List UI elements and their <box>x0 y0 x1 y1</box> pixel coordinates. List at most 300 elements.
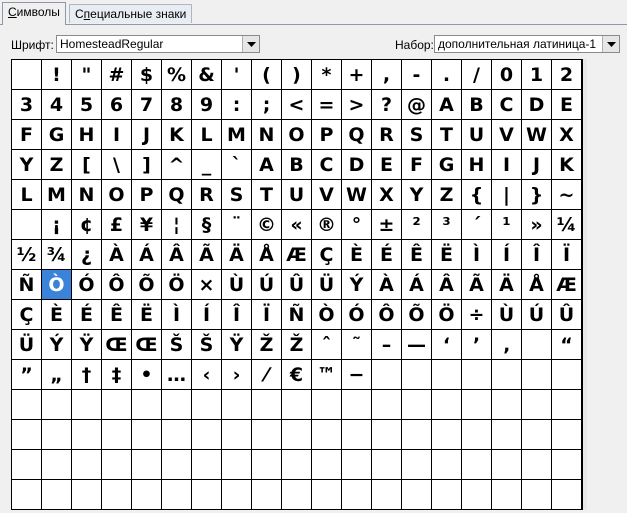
symbol-cell[interactable]: V <box>492 120 522 150</box>
symbol-cell[interactable]: — <box>402 330 432 360</box>
symbol-cell[interactable]: ˆ <box>312 330 342 360</box>
symbol-cell[interactable]: K <box>162 120 192 150</box>
symbol-cell[interactable]: F <box>402 150 432 180</box>
symbol-cell[interactable]: # <box>102 60 132 90</box>
symbol-cell[interactable]: $ <box>132 60 162 90</box>
symbol-cell[interactable]: 2 <box>552 60 582 90</box>
symbol-cell[interactable] <box>12 480 42 510</box>
symbol-cell[interactable]: > <box>342 90 372 120</box>
symbol-cell[interactable]: Ê <box>402 240 432 270</box>
symbol-cell[interactable]: " <box>72 60 102 90</box>
symbol-cell[interactable] <box>192 420 222 450</box>
symbol-cell[interactable]: [ <box>72 150 102 180</box>
symbol-cell[interactable]: ' <box>222 60 252 90</box>
symbol-cell[interactable]: G <box>42 120 72 150</box>
symbol-cell[interactable]: | <box>492 180 522 210</box>
symbol-cell[interactable]: Î <box>522 240 552 270</box>
symbol-cell[interactable]: / <box>462 60 492 90</box>
symbol-grid-cells <box>12 60 582 510</box>
symbol-cell[interactable]: M <box>222 120 252 150</box>
symbol-cell[interactable]: T <box>432 120 462 150</box>
symbol-cell[interactable]: 4 <box>42 90 72 120</box>
symbol-cell[interactable]: ˜ <box>342 330 372 360</box>
symbol-cell[interactable]: B <box>462 90 492 120</box>
symbol-cell[interactable]: Q <box>162 180 192 210</box>
symbol-cell[interactable]: Ç <box>12 300 42 330</box>
symbol-cell[interactable] <box>252 390 282 420</box>
symbol-cell[interactable]: 6 <box>102 90 132 120</box>
symbol-cell[interactable] <box>12 60 42 90</box>
symbol-cell[interactable]: { <box>462 180 492 210</box>
symbol-cell[interactable]: Í <box>492 240 522 270</box>
symbol-cell[interactable]: Ñ <box>282 300 312 330</box>
symbol-cell[interactable]: ‹ <box>192 360 222 390</box>
symbol-cell[interactable]: Û <box>552 300 582 330</box>
symbol-cell[interactable]: R <box>192 180 222 210</box>
symbol-cell[interactable]: Ë <box>132 300 162 330</box>
symbol-cell[interactable] <box>72 480 102 510</box>
symbol-cell[interactable] <box>72 390 102 420</box>
symbol-cell[interactable]: Ü <box>312 270 342 300</box>
symbol-cell[interactable]: È <box>42 300 72 330</box>
symbol-cell[interactable] <box>132 420 162 450</box>
font-select[interactable] <box>56 35 260 53</box>
symbol-cell[interactable] <box>282 450 312 480</box>
symbol-cell[interactable]: A <box>252 150 282 180</box>
symbol-cell[interactable]: ¦ <box>162 210 192 240</box>
symbol-cell[interactable]: ÷ <box>462 300 492 330</box>
symbol-cell[interactable]: F <box>12 120 42 150</box>
symbol-cell[interactable] <box>372 390 402 420</box>
symbol-cell[interactable]: Ï <box>252 300 282 330</box>
symbol-cell[interactable] <box>12 450 42 480</box>
symbol-cell[interactable] <box>102 450 132 480</box>
symbol-cell[interactable] <box>12 420 42 450</box>
symbol-cell[interactable] <box>552 390 582 420</box>
font-select-value: HomesteadRegular <box>60 37 164 51</box>
symbol-cell[interactable]: ( <box>252 60 282 90</box>
symbol-cell[interactable]: L <box>192 120 222 150</box>
symbol-cell[interactable]: Z <box>42 150 72 180</box>
symbol-cell[interactable] <box>492 480 522 510</box>
symbol-cell[interactable]: Ô <box>102 270 132 300</box>
symbol-cell[interactable]: N <box>72 180 102 210</box>
symbol-cell[interactable] <box>192 450 222 480</box>
symbol-cell[interactable]: ® <box>312 210 342 240</box>
symbol-cell[interactable] <box>102 420 132 450</box>
symbol-cell[interactable] <box>522 480 552 510</box>
symbol-cell[interactable] <box>492 420 522 450</box>
symbol-cell[interactable] <box>342 390 372 420</box>
symbol-cell[interactable] <box>252 420 282 450</box>
symbol-cell[interactable]: „ <box>42 360 72 390</box>
symbol-cell[interactable]: C <box>492 90 522 120</box>
symbol-cell[interactable]: O <box>102 180 132 210</box>
symbol-cell[interactable] <box>72 450 102 480</box>
symbol-cell[interactable]: ] <box>132 150 162 180</box>
symbol-cell[interactable] <box>102 480 132 510</box>
symbol-cell[interactable]: ± <box>372 210 402 240</box>
symbol-cell[interactable]: 5 <box>72 90 102 120</box>
symbol-cell[interactable]: Õ <box>132 270 162 300</box>
symbol-cell[interactable] <box>522 420 552 450</box>
symbol-cell[interactable]: ¹ <box>492 210 522 240</box>
symbol-cell[interactable]: Ó <box>342 300 372 330</box>
symbol-cell[interactable]: Â <box>432 270 462 300</box>
symbol-cell[interactable]: £ <box>102 210 132 240</box>
symbol-cell[interactable] <box>42 450 72 480</box>
subset-select-value: дополнительная латиница-1 <box>438 37 597 51</box>
symbol-cell[interactable] <box>522 330 552 360</box>
symbol-cell[interactable]: ² <box>402 210 432 240</box>
symbol-cell[interactable]: B <box>282 150 312 180</box>
symbol-cell[interactable]: V <box>312 180 342 210</box>
symbol-cell[interactable]: Ù <box>222 270 252 300</box>
symbol-cell[interactable]: Ô <box>372 300 402 330</box>
symbol-cell[interactable]: Ì <box>162 300 192 330</box>
symbol-cell[interactable] <box>402 390 432 420</box>
symbol-cell[interactable] <box>372 420 402 450</box>
symbol-cell[interactable] <box>312 450 342 480</box>
symbol-cell[interactable] <box>162 420 192 450</box>
symbol-cell[interactable]: Š <box>192 330 222 360</box>
symbol-cell[interactable]: R <box>372 120 402 150</box>
symbol-cell[interactable]: H <box>462 150 492 180</box>
symbol-cell[interactable]: P <box>132 180 162 210</box>
symbol-cell[interactable]: Ú <box>252 270 282 300</box>
font-label: Шрифт: <box>11 38 54 52</box>
symbol-grid <box>11 59 583 510</box>
symbol-cell[interactable] <box>402 450 432 480</box>
symbol-cell[interactable]: - <box>402 60 432 90</box>
symbol-cell[interactable]: ¾ <box>42 240 72 270</box>
symbol-cell[interactable]: • <box>132 360 162 390</box>
symbol-cell[interactable]: × <box>192 270 222 300</box>
symbol-cell[interactable] <box>282 390 312 420</box>
symbol-cell[interactable]: + <box>342 60 372 90</box>
symbol-cell[interactable]: Ù <box>492 300 522 330</box>
symbol-cell[interactable]: . <box>432 60 462 90</box>
symbol-cell[interactable] <box>42 480 72 510</box>
symbol-cell[interactable]: ´ <box>462 210 492 240</box>
symbol-cell[interactable]: ¨ <box>222 210 252 240</box>
symbol-cell[interactable]: É <box>372 240 402 270</box>
symbol-cell[interactable]: < <box>282 90 312 120</box>
symbol-cell[interactable]: 0 <box>492 60 522 90</box>
symbol-cell[interactable] <box>402 480 432 510</box>
symbol-cell[interactable]: S <box>402 120 432 150</box>
symbol-cell[interactable]: Å <box>522 270 552 300</box>
symbol-cell[interactable]: Ó <box>72 270 102 300</box>
symbol-cell[interactable]: Á <box>132 240 162 270</box>
symbol-cell[interactable]: ¢ <box>72 210 102 240</box>
symbol-cell[interactable]: W <box>522 120 552 150</box>
symbol-cell[interactable]: , <box>372 60 402 90</box>
symbol-cell[interactable]: W <box>342 180 372 210</box>
symbol-cell[interactable]: } <box>522 180 552 210</box>
symbol-cell[interactable] <box>552 360 582 390</box>
symbol-cell[interactable]: − <box>342 360 372 390</box>
symbol-cell[interactable]: Z <box>432 180 462 210</box>
symbol-cell[interactable] <box>372 360 402 390</box>
symbol-cell[interactable] <box>12 390 42 420</box>
tab-symbols[interactable]: Символы <box>2 2 66 25</box>
symbol-cell[interactable]: Ý <box>42 330 72 360</box>
symbol-cell[interactable] <box>462 420 492 450</box>
symbol-cell[interactable] <box>42 390 72 420</box>
symbol-cell[interactable] <box>432 480 462 510</box>
symbol-cell[interactable] <box>222 480 252 510</box>
symbol-cell[interactable] <box>162 390 192 420</box>
symbol-cell[interactable] <box>342 420 372 450</box>
symbol-cell[interactable]: € <box>282 360 312 390</box>
symbol-cell[interactable]: ° <box>342 210 372 240</box>
symbol-cell[interactable]: ! <box>42 60 72 90</box>
symbol-cell[interactable]: « <box>282 210 312 240</box>
symbol-cell[interactable]: U <box>462 120 492 150</box>
symbol-cell[interactable]: 3 <box>12 90 42 120</box>
symbol-cell[interactable]: Í <box>192 300 222 330</box>
symbol-cell[interactable]: \ <box>102 150 132 180</box>
symbol-cell[interactable]: L <box>12 180 42 210</box>
subset-select[interactable] <box>434 35 620 53</box>
symbol-cell[interactable] <box>42 420 72 450</box>
symbol-cell[interactable] <box>492 390 522 420</box>
symbol-cell[interactable]: G <box>432 150 462 180</box>
symbol-cell[interactable] <box>552 450 582 480</box>
symbol-cell[interactable]: I <box>492 150 522 180</box>
symbol-cell[interactable]: 7 <box>132 90 162 120</box>
symbol-cell[interactable] <box>252 480 282 510</box>
symbol-cell[interactable] <box>312 420 342 450</box>
symbol-cell[interactable]: Å <box>252 240 282 270</box>
symbol-cell[interactable] <box>372 450 402 480</box>
symbol-cell[interactable]: D <box>522 90 552 120</box>
symbol-cell[interactable]: P <box>312 120 342 150</box>
symbol-cell[interactable]: E <box>552 90 582 120</box>
symbol-cell[interactable]: U <box>282 180 312 210</box>
symbol-cell-selected[interactable]: Ò <box>42 270 72 300</box>
symbol-cell[interactable]: ) <box>282 60 312 90</box>
symbol-cell[interactable]: § <box>192 210 222 240</box>
symbol-cell[interactable]: † <box>72 360 102 390</box>
symbol-cell[interactable] <box>432 390 462 420</box>
symbol-cell[interactable]: ³ <box>432 210 462 240</box>
symbol-cell[interactable]: Š <box>162 330 192 360</box>
symbol-cell[interactable] <box>222 450 252 480</box>
symbol-cell[interactable] <box>162 450 192 480</box>
symbol-cell[interactable]: ‚ <box>492 330 522 360</box>
symbol-cell[interactable]: = <box>312 90 342 120</box>
symbol-cell[interactable] <box>312 480 342 510</box>
symbol-cell[interactable]: Â <box>162 240 192 270</box>
symbol-cell[interactable]: À <box>102 240 132 270</box>
symbol-cell[interactable] <box>462 480 492 510</box>
symbol-cell[interactable]: S <box>222 180 252 210</box>
symbol-cell[interactable]: Ä <box>492 270 522 300</box>
symbol-cell[interactable]: Ê <box>102 300 132 330</box>
symbol-cell[interactable] <box>522 450 552 480</box>
symbol-cell[interactable]: Ž <box>282 330 312 360</box>
symbol-cell[interactable]: Ã <box>192 240 222 270</box>
symbol-cell[interactable] <box>72 420 102 450</box>
symbol-cell[interactable]: ~ <box>552 180 582 210</box>
tab-divider <box>0 24 627 25</box>
symbol-cell[interactable] <box>462 360 492 390</box>
chevron-down-icon[interactable] <box>242 36 259 52</box>
symbol-cell[interactable]: I <box>102 120 132 150</box>
symbol-cell[interactable]: ½ <box>12 240 42 270</box>
symbol-cell[interactable]: @ <box>402 90 432 120</box>
symbol-cell[interactable]: ¥ <box>132 210 162 240</box>
tab-special-chars[interactable]: Специальные знаки <box>69 4 192 23</box>
symbol-cell[interactable]: › <box>222 360 252 390</box>
symbol-cell[interactable] <box>552 420 582 450</box>
symbol-cell[interactable]: ¼ <box>552 210 582 240</box>
symbol-cell[interactable]: Ì <box>462 240 492 270</box>
symbol-cell[interactable] <box>132 480 162 510</box>
symbol-cell[interactable]: * <box>312 60 342 90</box>
symbol-cell[interactable]: Õ <box>402 300 432 330</box>
symbol-cell[interactable]: “ <box>552 330 582 360</box>
symbol-cell[interactable]: A <box>432 90 462 120</box>
symbol-cell[interactable] <box>222 390 252 420</box>
symbol-cell[interactable]: ‡ <box>102 360 132 390</box>
symbol-cell[interactable]: Ü <box>12 330 42 360</box>
symbol-cell[interactable] <box>222 420 252 450</box>
symbol-cell[interactable]: X <box>552 120 582 150</box>
symbol-cell[interactable]: ? <box>372 90 402 120</box>
symbol-cell[interactable]: Æ <box>552 270 582 300</box>
symbol-cell[interactable]: Ž <box>252 330 282 360</box>
symbol-cell[interactable]: Ï <box>552 240 582 270</box>
symbol-cell[interactable] <box>342 450 372 480</box>
symbol-cell[interactable] <box>402 420 432 450</box>
symbol-cell[interactable]: T <box>252 180 282 210</box>
symbol-cell[interactable]: Y <box>12 150 42 180</box>
symbol-cell[interactable] <box>462 450 492 480</box>
symbol-cell[interactable]: Ÿ <box>72 330 102 360</box>
symbol-cell[interactable]: C <box>312 150 342 180</box>
symbol-cell[interactable] <box>12 210 42 240</box>
symbol-cell[interactable]: N <box>252 120 282 150</box>
symbol-cell[interactable] <box>102 390 132 420</box>
subset-label: Набор: <box>395 38 434 52</box>
symbol-cell[interactable]: ^ <box>162 150 192 180</box>
symbol-cell[interactable]: O <box>282 120 312 150</box>
symbol-cell[interactable]: Á <box>402 270 432 300</box>
symbol-cell[interactable] <box>492 450 522 480</box>
symbol-cell[interactable]: M <box>42 180 72 210</box>
symbol-cell[interactable]: Œ <box>132 330 162 360</box>
symbol-cell[interactable]: Ñ <box>12 270 42 300</box>
symbol-cell[interactable] <box>492 360 522 390</box>
symbol-cell[interactable] <box>432 420 462 450</box>
symbol-cell[interactable]: _ <box>192 150 222 180</box>
symbol-cell[interactable]: ¿ <box>72 240 102 270</box>
symbol-cell[interactable]: Y <box>402 180 432 210</box>
symbol-cell[interactable]: 1 <box>522 60 552 90</box>
symbol-cell[interactable]: J <box>522 150 552 180</box>
symbol-cell[interactable] <box>432 450 462 480</box>
symbol-cell[interactable] <box>162 480 192 510</box>
symbol-cell[interactable]: ‘ <box>432 330 462 360</box>
symbol-cell[interactable] <box>342 480 372 510</box>
symbol-cell[interactable]: Œ <box>102 330 132 360</box>
symbol-cell[interactable]: Æ <box>282 240 312 270</box>
symbol-cell[interactable]: Ÿ <box>222 330 252 360</box>
symbol-cell[interactable]: Ö <box>432 300 462 330</box>
symbol-cell[interactable] <box>522 390 552 420</box>
symbol-cell[interactable]: H <box>72 120 102 150</box>
symbol-cell[interactable]: Ä <box>222 240 252 270</box>
symbol-cell[interactable] <box>402 360 432 390</box>
symbol-cell[interactable]: & <box>192 60 222 90</box>
symbol-cell[interactable]: » <box>522 210 552 240</box>
symbol-cell[interactable] <box>192 480 222 510</box>
symbol-cell[interactable]: : <box>222 90 252 120</box>
symbol-cell[interactable] <box>432 360 462 390</box>
symbol-cell[interactable]: X <box>372 180 402 210</box>
symbol-cell[interactable]: ¡ <box>42 210 72 240</box>
symbol-cell[interactable]: ™ <box>312 360 342 390</box>
symbol-cell[interactable]: È <box>342 240 372 270</box>
symbol-cell[interactable]: Ú <box>522 300 552 330</box>
symbol-cell[interactable] <box>252 450 282 480</box>
symbol-cell[interactable]: 9 <box>192 90 222 120</box>
symbol-cell[interactable]: Û <box>282 270 312 300</box>
symbol-cell[interactable] <box>312 390 342 420</box>
symbol-cell[interactable] <box>132 390 162 420</box>
symbol-cell[interactable]: K <box>552 150 582 180</box>
tab-bar <box>0 0 627 24</box>
symbol-cell[interactable]: % <box>162 60 192 90</box>
symbol-cell[interactable]: Î <box>222 300 252 330</box>
symbol-cell[interactable] <box>372 480 402 510</box>
symbol-cell[interactable] <box>192 390 222 420</box>
symbol-cell[interactable]: ` <box>222 150 252 180</box>
symbol-cell[interactable]: Ë <box>432 240 462 270</box>
symbol-cell[interactable]: Ö <box>162 270 192 300</box>
symbol-cell[interactable]: À <box>372 270 402 300</box>
symbol-cell[interactable]: J <box>132 120 162 150</box>
symbol-cell[interactable]: … <box>162 360 192 390</box>
symbol-cell[interactable]: ” <box>12 360 42 390</box>
symbol-cell[interactable]: E <box>372 150 402 180</box>
symbol-cell[interactable]: ⁄ <box>252 360 282 390</box>
symbol-cell[interactable]: É <box>72 300 102 330</box>
symbol-cell[interactable]: D <box>342 150 372 180</box>
symbol-cell[interactable]: 8 <box>162 90 192 120</box>
symbol-cell[interactable]: Ã <box>462 270 492 300</box>
symbol-cell[interactable]: Ç <box>312 240 342 270</box>
symbol-cell[interactable] <box>462 390 492 420</box>
symbol-cell[interactable]: Q <box>342 120 372 150</box>
chevron-down-icon[interactable] <box>602 36 619 52</box>
symbol-cell[interactable] <box>282 420 312 450</box>
symbol-cell[interactable] <box>552 480 582 510</box>
symbol-cell[interactable] <box>522 360 552 390</box>
grid-scrollbar[interactable] <box>583 59 587 510</box>
symbol-cell[interactable]: – <box>372 330 402 360</box>
symbol-cell[interactable]: ’ <box>462 330 492 360</box>
symbol-cell[interactable]: © <box>252 210 282 240</box>
symbol-cell[interactable]: Ý <box>342 270 372 300</box>
symbol-cell[interactable]: ; <box>252 90 282 120</box>
symbol-cell[interactable] <box>132 450 162 480</box>
symbol-cell[interactable]: Ò <box>312 300 342 330</box>
symbol-cell[interactable] <box>282 480 312 510</box>
